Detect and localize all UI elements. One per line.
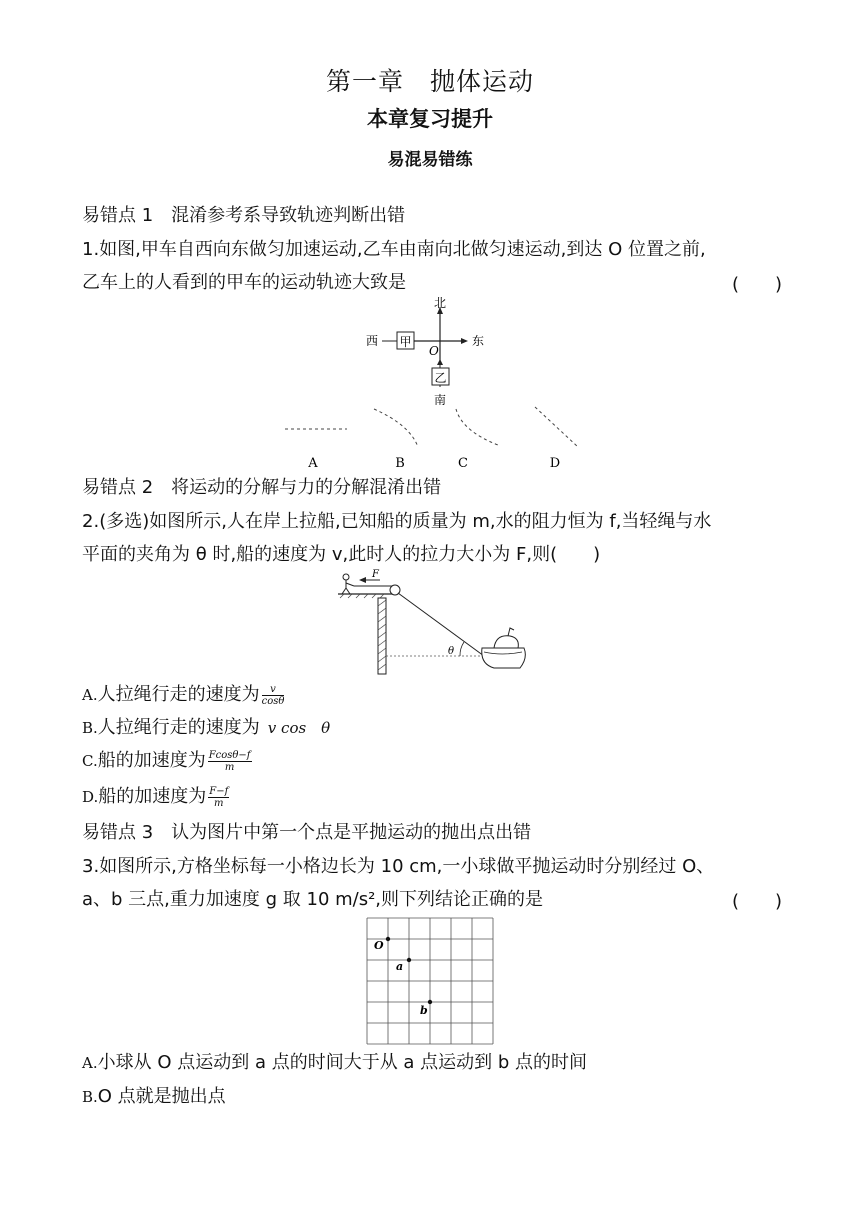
point-a-label: a [396, 960, 404, 973]
option-c-label: C [458, 456, 468, 471]
question-2-text-1: (多选)如图所示,人在岸上拉船,已知船的质量为 m,水的阻力恒为 f,当轻绳与水 [99, 511, 712, 532]
question-1-text-1: 如图,甲车自西向东做匀加速运动,乙车由南向北做匀速运动,到达 O 位置之前, [99, 239, 706, 260]
question-3-number: 3. [82, 856, 100, 877]
error-point-2-label: 易错点 2 将运动的分解与力的分解混淆出错 [82, 477, 442, 498]
boat-pulling-figure [334, 568, 534, 678]
point-o [386, 937, 390, 941]
question-2-number: 2. [82, 511, 100, 532]
question-3-line-2: a、b 三点,重力加速度 g 取 10 m/s²,则下列结论正确的是 [82, 889, 544, 910]
point-b [428, 1000, 432, 1004]
point-b-label: b [420, 1004, 428, 1017]
answer-blank-3: ( ) [731, 891, 782, 912]
trajectory-figure [280, 295, 600, 475]
angle-label: θ [448, 646, 455, 657]
trajectory-c [456, 409, 498, 445]
error-point-3-label: 易错点 3 认为图片中第一个点是平抛运动的抛出点出错 [82, 822, 532, 843]
q2-option-b[interactable]: B.人拉绳行走的速度为 v cos θ [82, 717, 331, 738]
question-1-number: 1. [82, 239, 100, 260]
car-jia-label: 甲 [399, 335, 412, 349]
option-d-label: D [549, 456, 561, 471]
south-label: 南 [433, 393, 447, 407]
origin-label: O [429, 344, 439, 358]
answer-blank-1: ( ) [731, 274, 782, 295]
subsection-title: 易混易错练 [387, 150, 473, 170]
trajectory-d [535, 407, 578, 447]
q3-option-b[interactable]: B.O 点就是抛出点 [82, 1086, 226, 1107]
q2-option-d[interactable]: D.船的加速度为 $\frac{F-f}{m}$ [82, 785, 229, 809]
point-o-label: O [374, 939, 384, 952]
force-label: F [372, 569, 379, 580]
question-1-line-2: 乙车上的人看到的甲车的运动轨迹大致是 [82, 272, 406, 293]
west-label: 西 [365, 334, 379, 348]
question-3-line-1 [82, 854, 782, 880]
fraction-c: $\frac{Fcos\theta-f}{m}$ [208, 749, 251, 773]
trajectory-b [374, 409, 418, 447]
chapter-title: 第一章 抛体运动 [325, 67, 534, 96]
question-1-line-1 [82, 237, 782, 263]
fraction-a: $\frac{v}{\cos\theta}$ [261, 683, 285, 707]
east-label: 东 [472, 334, 485, 348]
car-yi-label: 乙 [434, 371, 447, 385]
section-title: 本章复习提升 [367, 107, 493, 131]
option-b-label: B [395, 456, 405, 471]
error-point-1-label: 易错点 1 混淆参考系导致轨迹判断出错 [82, 205, 406, 226]
question-3-text-1: 如图所示,方格坐标每一小格边长为 10 cm,一小球做平抛运动时分别经过 O、 [99, 856, 715, 877]
question-2-line-2: 平面的夹角为 θ 时,船的速度为 v,此时人的拉力大小为 F,则( ) [82, 544, 601, 565]
grid-figure [362, 914, 498, 1046]
q2-option-a[interactable]: A.人拉绳行走的速度为 $\frac{v}{\cos\theta}$ [82, 683, 285, 707]
north-label: 北 [433, 296, 447, 310]
fraction-d: $\frac{F-f}{m}$ [209, 785, 229, 809]
q2-option-c[interactable]: C.船的加速度为 $\frac{Fcos\theta-f}{m}$ [82, 749, 251, 773]
point-a [407, 958, 411, 962]
option-a-label: A [308, 456, 318, 471]
q3-option-a[interactable]: A.小球从 O 点运动到 a 点的时间大于从 a 点运动到 b 点的时间 [82, 1052, 588, 1073]
question-2-line-1 [82, 509, 782, 535]
